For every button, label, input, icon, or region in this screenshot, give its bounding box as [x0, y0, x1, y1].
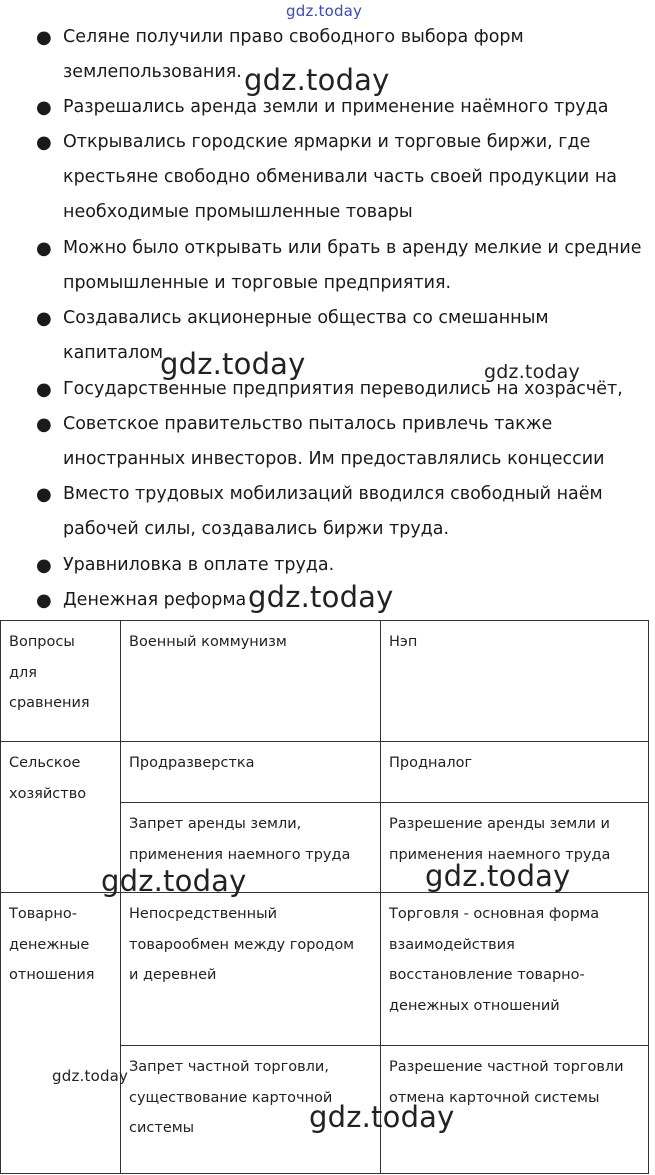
- cell-line: Продразверстка: [129, 755, 255, 771]
- bullet-dot: ●: [36, 132, 52, 153]
- cell-line: для: [9, 664, 38, 681]
- cell-line: Разрешение аренды земли и: [389, 816, 610, 832]
- bullet-text-line: крестьяне свободно обменивали часть своей продукции на: [63, 167, 618, 187]
- header-nep: [381, 621, 649, 742]
- cell-line: существование карточной: [129, 1089, 333, 1106]
- bullet-text-line: Создавались акционерные общества со смешанным: [63, 308, 549, 328]
- bullet-text-line: Советское правительство пыталось привлечь также: [63, 414, 553, 434]
- bullet-text-line: Денежная реформа: [63, 590, 247, 610]
- bullet-text-line: землепользования.: [63, 62, 242, 82]
- bullet-text-line: иностранных инвесторов. Им предоставлялись концессии: [63, 449, 605, 469]
- table-row: [1, 742, 649, 803]
- bullet-dot: ●: [36, 555, 52, 576]
- watermark: gdz.today: [286, 2, 363, 20]
- table-cell: [381, 742, 649, 803]
- cell-line: Вопросы: [9, 634, 75, 650]
- watermark: gdz.today: [160, 347, 306, 381]
- cell-line: системы: [129, 1120, 195, 1136]
- header-questions: [1, 621, 121, 742]
- bullet-dot: ●: [36, 308, 52, 329]
- table-row: [1, 893, 649, 1046]
- bullet-text-line: Вместо трудовых мобилизаций вводился свободный наём: [63, 484, 603, 504]
- watermark: gdz.today: [484, 361, 580, 383]
- bullet-text-line: Уравниловка в оплате труда.: [63, 555, 335, 575]
- cell-line: восстановление товарно-: [389, 967, 585, 983]
- watermark: gdz.today: [248, 580, 394, 614]
- bullet-dot: ●: [36, 238, 52, 259]
- cell-line: Нэп: [389, 634, 418, 650]
- cell-line: хозяйство: [9, 785, 87, 802]
- table-header-row: [1, 621, 649, 742]
- bullet-dot: ●: [36, 97, 52, 118]
- cell-line: денежные: [9, 936, 90, 953]
- table-cell: [121, 893, 381, 1046]
- bullet-text-line: необходимые промышленные товары: [63, 202, 413, 222]
- watermark: gdz.today: [244, 63, 390, 97]
- bullet-dot: ●: [36, 414, 52, 435]
- cell-line: сравнения: [9, 695, 90, 711]
- cell-line: Запрет аренды земли,: [129, 816, 302, 832]
- bullet-text-line: Можно было открывать или брать в аренду мелкие и средние: [63, 238, 642, 258]
- cell-line: Сельское: [9, 755, 81, 771]
- cell-line: и деревней: [129, 967, 217, 983]
- watermark: gdz.today: [52, 1067, 129, 1085]
- bullet-text-line: Разрешались аренда земли и применение наёмного труда: [63, 97, 609, 117]
- bullet-text-line: капиталом: [63, 343, 164, 363]
- cell-line: Разрешение частной торговли: [389, 1059, 624, 1075]
- cell-line: применения наемного труда: [129, 846, 351, 863]
- comparison-table: [0, 620, 649, 1174]
- cell-line: Военный коммунизм: [129, 634, 287, 650]
- bullet-text-line: промышленные и торговые предприятия.: [63, 273, 452, 293]
- cell-line: Продналог: [389, 755, 473, 771]
- bullet-text-line: Открывались городские ярмарки и торговые биржи, где: [63, 132, 591, 152]
- bullet-dot: ●: [36, 590, 52, 611]
- bullet-text-line: рабочей силы, создавались биржи труда.: [63, 519, 450, 539]
- cell-line: отношения: [9, 967, 95, 983]
- cell-line: отмена карточной системы: [389, 1089, 600, 1106]
- bullet-text-line: Селяне получили право свободного выбора форм: [63, 27, 524, 47]
- watermark: gdz.today: [101, 864, 247, 898]
- bullet-dot: ●: [36, 484, 52, 505]
- watermark: gdz.today: [309, 1100, 455, 1134]
- cell-line: Товарно-: [9, 906, 77, 922]
- cell-line: товарообмен между городом: [129, 936, 355, 953]
- cell-line: Непосредственный: [129, 906, 278, 922]
- table-cell: [381, 893, 649, 1046]
- header-war-communism: [121, 621, 381, 742]
- cell-line: денежных отношений: [389, 997, 560, 1014]
- cell-line: применения наемного труда: [389, 846, 611, 863]
- table-cell: [121, 742, 381, 803]
- row-label-trade: [1, 893, 121, 1174]
- bullet-text-line: Государственные предприятия переводились на хозрасчёт,: [63, 379, 623, 399]
- cell-line: взаимодействия: [389, 936, 515, 953]
- cell-line: Торговля - основная форма: [389, 906, 600, 922]
- bullet-dot: ●: [36, 379, 52, 400]
- watermark: gdz.today: [425, 859, 571, 893]
- cell-line: Запрет частной торговли,: [129, 1059, 329, 1075]
- bullet-dot: ●: [36, 27, 52, 48]
